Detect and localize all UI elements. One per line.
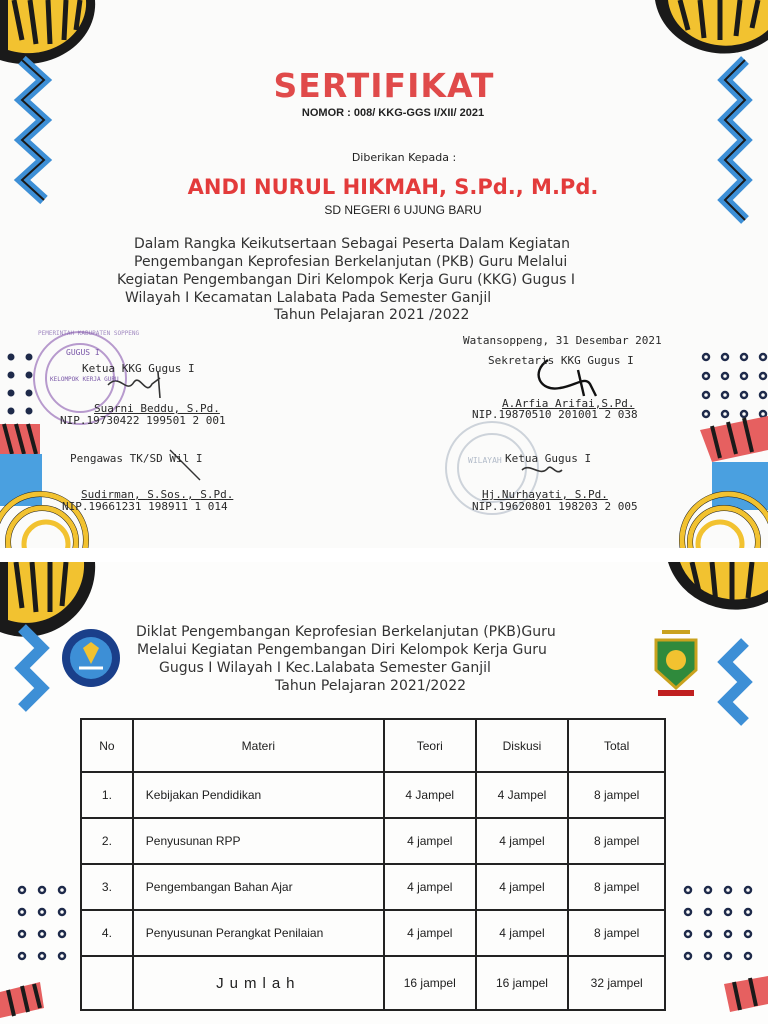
pengawas-name: Sudirman, S.Sos., S.Pd. (81, 488, 234, 501)
cell-no: 1. (81, 772, 133, 818)
sum-diskusi: 16 jampel (476, 956, 569, 1010)
col-header-materi: Materi (133, 719, 384, 772)
cell-no: 3. (81, 864, 133, 910)
ketua-gugus-role: Ketua Gugus I (505, 452, 592, 465)
transcript-heading-2: Melalui Kegiatan Pengembangan Diri Kelompok Kerja Guru (137, 642, 547, 658)
table-header-row (81, 719, 665, 772)
ketua-kkg-nip: NIP.19730422 199501 2 001 (60, 414, 226, 427)
table-row (81, 864, 665, 910)
stamp-left-text: GUGUS I (66, 348, 100, 357)
tl-blue-zigzag (22, 628, 42, 708)
sekretaris-nip: NIP.19870510 201001 2 038 (472, 408, 638, 421)
cell-materi: Kebijakan Pendidikan (133, 772, 384, 818)
col-header-diskusi: Diskusi (476, 719, 569, 772)
top-right-striped-arc (655, 0, 768, 54)
ketua-kkg-name: Suarni Beddu, S.Pd. (94, 402, 220, 415)
cell-no: 4. (81, 910, 133, 956)
table-sum-row (81, 956, 665, 1010)
recipient-school: SD NEGERI 6 UJUNG BARU (324, 203, 482, 217)
ketua-kkg-role: Ketua KKG Gugus I (82, 362, 195, 375)
bl-awning (0, 982, 44, 1018)
br-awning (724, 976, 768, 1012)
sekretaris-name: A.Arfia Arifai,S.Pd. (502, 397, 635, 410)
table-row (81, 772, 665, 818)
right-dot-grid (703, 354, 766, 417)
body-line-2: Pengembangan Keprofesian Berkelanjutan (PKB) Guru Melalui (134, 254, 568, 270)
pengawas-nip: NIP.19661231 198911 1 014 (62, 500, 228, 513)
col-header-teori: Teori (384, 719, 476, 772)
cell-teori: 4 Jampel (384, 772, 476, 818)
signature-ketua-gugus (522, 467, 562, 472)
training-table (80, 718, 666, 1011)
cell-diskusi: 4 Jampel (476, 772, 569, 818)
transcript-heading-1: Diklat Pengembangan Keprofesian Berkelanjutan (PKB)Guru (136, 624, 556, 640)
cell-total: 8 jampel (568, 818, 665, 864)
tr-blue-zigzag (725, 642, 745, 722)
body-line-4: Wilayah I Kecamatan Lalabata Pada Semester Ganjil (125, 290, 492, 306)
left-dot-grid (8, 354, 33, 415)
stamp-left-text2: KELOMPOK KERJA GURU (50, 376, 119, 383)
tl-striped-arc (0, 562, 95, 637)
stamp-left-ring: PEMERINTAH KABUPATEN SOPPENG (38, 330, 140, 337)
table-row (81, 910, 665, 956)
right-dot-grid-2 (685, 887, 751, 959)
sum-teori: 16 jampel (384, 956, 476, 1010)
pengawas-role: Pengawas TK/SD Wil I (70, 452, 203, 465)
cell-materi: Pengembangan Bahan Ajar (133, 864, 384, 910)
ketua-gugus-nip: NIP.19620801 198203 2 005 (472, 500, 638, 513)
transcript-heading-3: Gugus I Wilayah I Kec.Lalabata Semester Ganjil (159, 660, 491, 676)
cell-diskusi: 4 jampel (476, 818, 569, 864)
left-dot-grid-2 (19, 887, 65, 959)
cell-materi: Penyusunan RPP (133, 818, 384, 864)
cell-total: 8 jampel (568, 772, 665, 818)
cell-total: 8 jampel (568, 910, 665, 956)
certificate-title: SERTIFIKAT (273, 66, 495, 105)
cell-teori: 4 jampel (384, 864, 476, 910)
place-date: Watansoppeng, 31 Desembar 2021 (463, 334, 662, 347)
ketua-gugus-name: Hj.Nurhayati, S.Pd. (482, 488, 608, 501)
tut-wuri-logo (62, 629, 120, 687)
table-row (81, 818, 665, 864)
body-line-1: Dalam Rangka Keikutsertaan Sebagai Peserta Dalam Kegiatan (134, 236, 571, 252)
col-header-total: Total (568, 719, 665, 772)
col-header-no: No (81, 719, 133, 772)
sum-label: Jumlah (133, 956, 384, 1010)
stamp-right-text: WILAYAH (468, 456, 502, 465)
body-line-5: Tahun Pelajaran 2021 /2022 (274, 307, 470, 323)
given-to-label: Diberikan Kepada : (351, 151, 457, 164)
regency-emblem (656, 632, 696, 696)
cell-diskusi: 4 jampel (476, 864, 569, 910)
cell-no: 2. (81, 818, 133, 864)
recipient-name: ANDI NURUL HIKMAH, S.Pd., M.Pd. (187, 175, 599, 199)
tr-striped-arc (668, 562, 768, 610)
cell-diskusi: 4 jampel (476, 910, 569, 956)
cell-total: 8 jampel (568, 864, 665, 910)
transcript-page (0, 562, 768, 1024)
transcript-heading-4: Tahun Pelajaran 2021/2022 (275, 678, 467, 694)
certificate-number: NOMOR : 008/ KKG-GGS I/XII/ 2021 (301, 107, 485, 119)
sum-total: 32 jampel (568, 956, 665, 1010)
top-left-striped-arc (0, 0, 95, 64)
body-line-3: Kegiatan Pengembangan Diri Kelompok Kerja Guru (KKG) Gugus I (117, 272, 576, 288)
sum-empty-cell (81, 956, 133, 1010)
sekretaris-role: Sekretaris KKG Gugus I (488, 354, 634, 367)
cell-teori: 4 jampel (384, 818, 476, 864)
cell-teori: 4 jampel (384, 910, 476, 956)
cell-materi: Penyusunan Perangkat Penilaian (133, 910, 384, 956)
